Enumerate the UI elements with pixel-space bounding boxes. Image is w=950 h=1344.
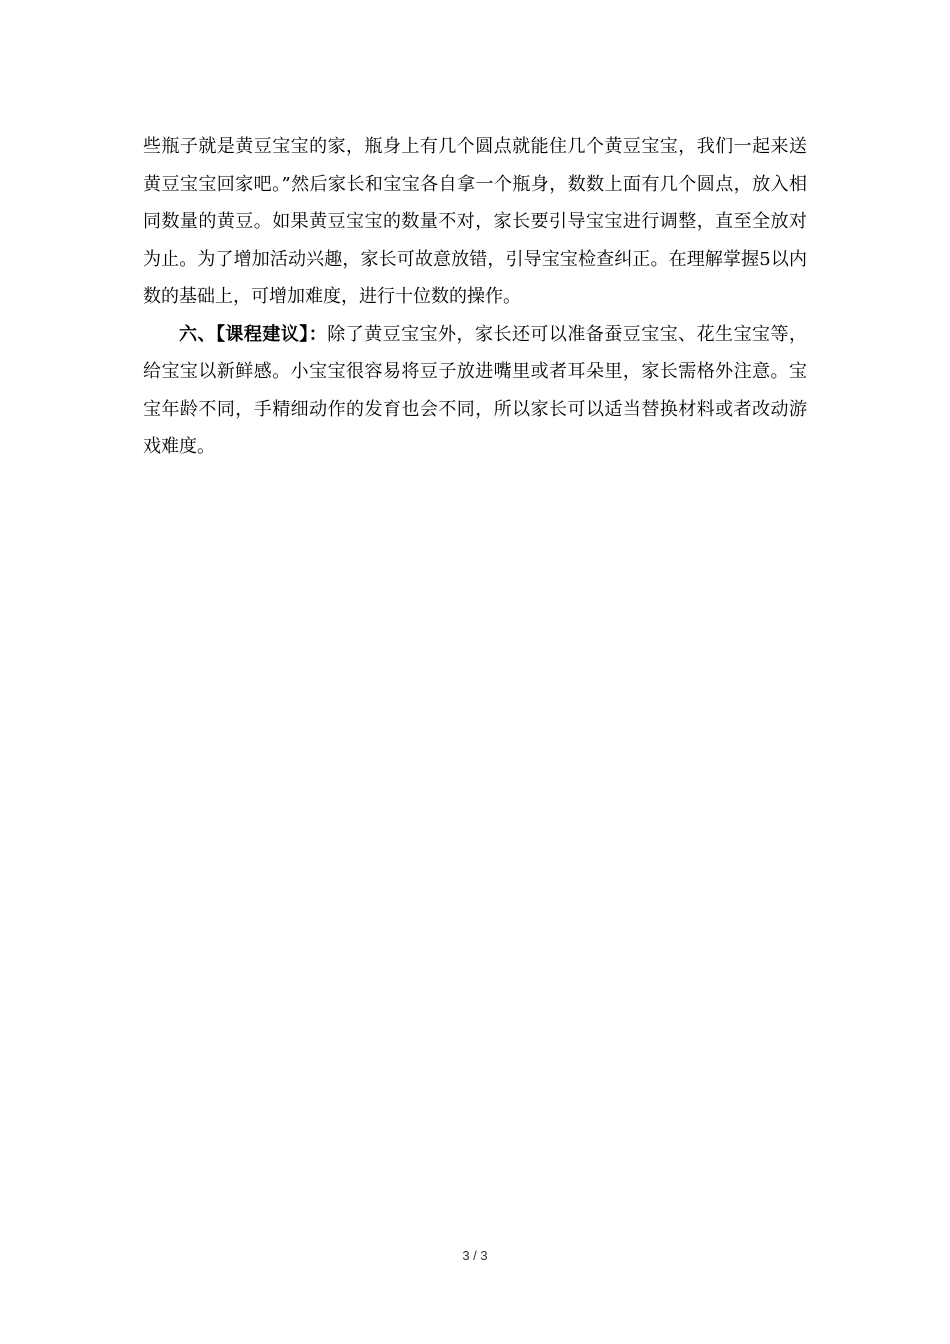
paragraph-course-suggestion <box>143 316 807 466</box>
page-number: 3 / 3 <box>462 1248 488 1263</box>
section-heading: 六、【课程建议】： <box>179 323 328 345</box>
document-body <box>143 128 807 466</box>
paragraph-text: 些瓶子就是黄豆宝宝的家，瓶身上有几个圆点就能住几个黄豆宝宝，我们一起来送黄豆宝宝回家吧。”然后家长和宝宝各自拿一个瓶身，数数上面有几个圆点，放入相同数量的黄豆。如果黄豆宝宝的数量不对，家长要引导宝宝进行调整，直至全放对为止。为了增加活动兴趣，家长可故意放错，引导宝宝检查纠正。在理解掌握5以内数的基础上，可增加难度，进行十位数的操作。 <box>143 136 807 307</box>
paragraph-continued <box>143 128 807 316</box>
paragraph-text: 除了黄豆宝宝外，家长还可以准备蚕豆宝宝、花生宝宝等，给宝宝以新鲜感。小宝宝很容易将豆子放进嘴里或者耳朵里，家长需格外注意。宝宝年龄不同，手精细动作的发育也会不同，所以家长可以适当替换材料或者改动游戏难度。 <box>143 323 807 457</box>
